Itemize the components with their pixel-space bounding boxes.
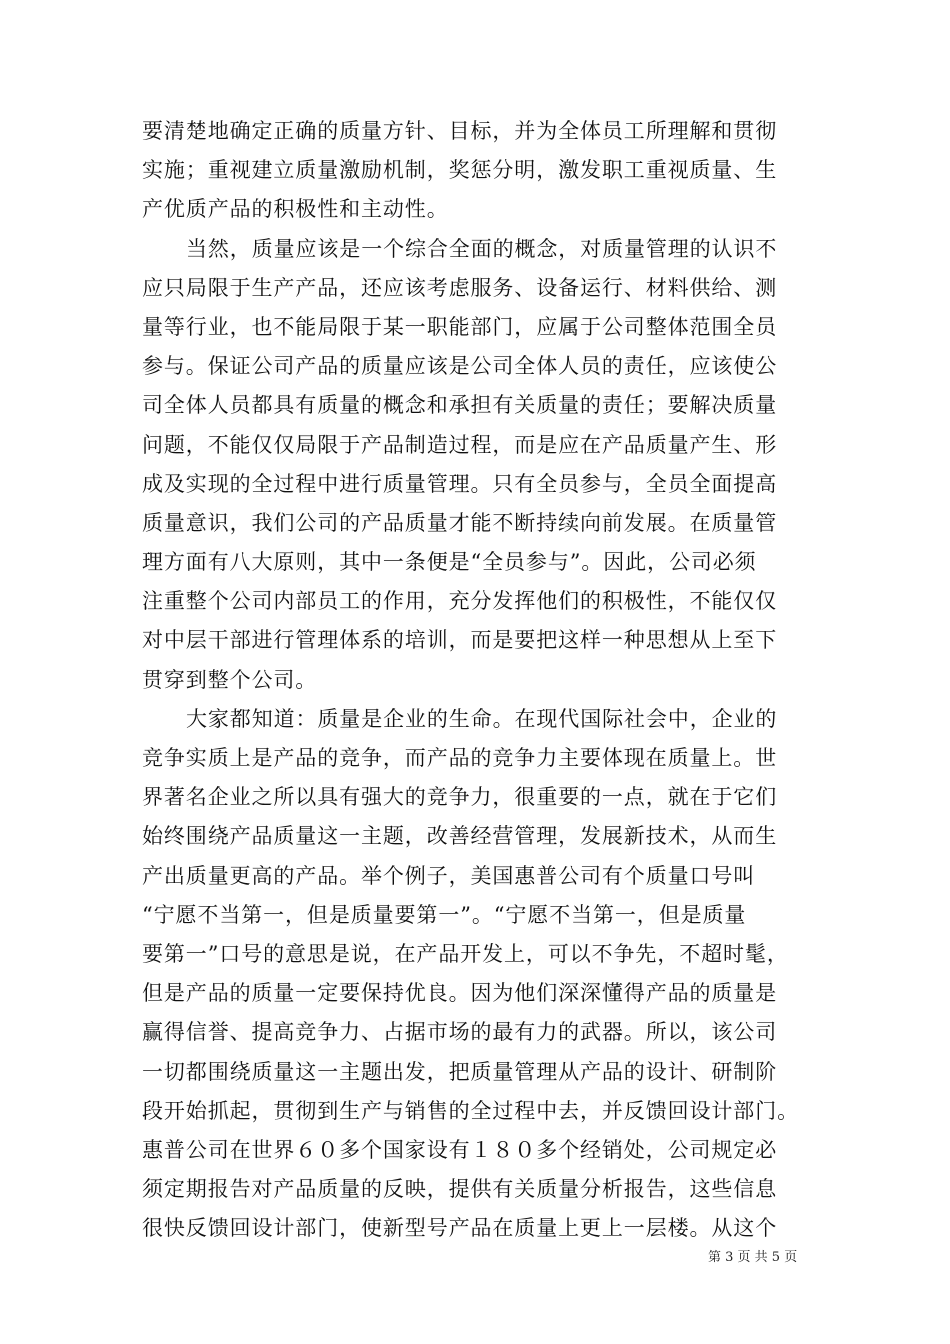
text-line: 成及实现的全过程中进行质量管理。只有全员参与，全员全面提高 xyxy=(142,471,778,496)
text-line: 始终围绕产品质量这一主题，改善经营管理，发展新技术，从而生 xyxy=(142,824,778,849)
text-line: 竞争实质上是产品的竞争，而产品的竞争力主要体现在质量上。世 xyxy=(142,746,778,770)
text-line: 量等行业，也不能局限于某一职能部门，应属于公司整体范围全员 xyxy=(142,314,778,339)
text-line: 产优质产品的积极性和主动性。 xyxy=(142,197,449,222)
text-line: 界著名企业之所以具有强大的竞争力，很重要的一点，就在于它们 xyxy=(142,785,778,810)
text-line: 理方面有八大原则，其中一条便是“全员参与”。因此，公司必须 xyxy=(142,550,757,575)
text-line: 段开始抓起，贯彻到生产与销售的全过程中去，并反馈回设计部门。 xyxy=(142,1098,799,1123)
body-text xyxy=(142,112,822,1248)
text-line: 参与。保证公司产品的质量应该是公司全体人员的责任，应该使公 xyxy=(142,354,778,379)
text-line: “宁愿不当第一，但是质量要第一”。“宁愿不当第一，但是质量 xyxy=(142,902,747,927)
text-line: 质量意识，我们公司的产品质量才能不断持续向前发展。在质量管 xyxy=(142,510,778,535)
text-line: 要第一”口号的意思是说，在产品开发上，可以不争先，不超时髦， xyxy=(142,941,789,966)
text-line: 一切都围绕质量这一主题出发，把质量管理从产品的设计、研制阶 xyxy=(142,1059,778,1084)
text-line: 对中层干部进行管理体系的培训，而是要把这样一种思想从上至下 xyxy=(142,628,778,653)
text-line: 须定期报告对产品质量的反映，提供有关质量分析报告，这些信息 xyxy=(142,1177,778,1202)
text-line: 很快反馈回设计部门，使新型号产品在质量上更上一层楼。从这个 xyxy=(142,1216,778,1241)
text-line: 问题，不能仅仅局限于产品制造过程，而是应在产品质量产生、形 xyxy=(142,432,778,457)
paragraph-start-line: 当然，质量应该是一个综合全面的概念，对质量管理的认识不 xyxy=(186,236,778,261)
text-line: 应只局限于生产产品，还应该考虑服务、设备运行、材料供给、测 xyxy=(142,275,778,300)
text-line: 赢得信誉、提高竞争力、占据市场的最有力的武器。所以，该公司 xyxy=(142,1020,778,1045)
paragraph-start-line: 大家都知道：质量是企业的生命。在现代国际社会中，企业的 xyxy=(186,706,778,731)
text-line: 但是产品的质量一定要保持优良。因为他们深深懂得产品的质量是 xyxy=(142,981,778,1006)
text-line: 司全体人员都具有质量的概念和承担有关质量的责任；要解决质量 xyxy=(142,393,778,418)
text-line: 产出质量更高的产品。举个例子，美国惠普公司有个质量口号叫 xyxy=(142,863,756,888)
text-line: 实施；重视建立质量激励机制，奖惩分明，激发职工重视质量、生 xyxy=(142,158,778,183)
text-line: 要清楚地确定正确的质量方针、目标，并为全体员工所理解和贯彻 xyxy=(142,119,778,143)
text-line: 惠普公司在世界６０多个国家设有１８０多个经销处，公司规定必 xyxy=(142,1137,778,1162)
text-line: 贯穿到整个公司。 xyxy=(142,667,318,692)
text-line: 注重整个公司内部员工的作用，充分发挥他们的积极性，不能仅仅 xyxy=(142,589,778,614)
page-number: 第 3 页 共 5 页 xyxy=(708,1250,798,1265)
